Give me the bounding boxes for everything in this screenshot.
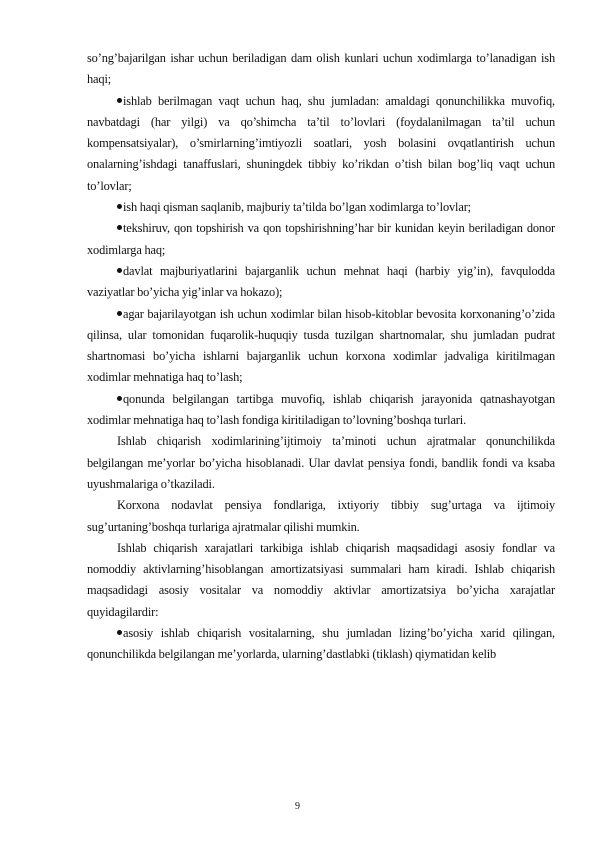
paragraph-1 (87, 48, 555, 91)
bullet-text: davlat majburiyatlarini bajarganlik uchun mehnat haqi (harbiy yig’in), favqulodda vaziyatlar bo’yicha yig’inlar va hokazo); (87, 263, 555, 300)
bullet-text: agar bajarilayotgan ish uchun xodimlar bilan hisob-kitoblar bevosita korxonaning’o’zida qilinsa, ular tomonidan fuqarolik-huquqiy tusda tuzilgan shartnomalar, shu jumladan pudrat shartnomasi bo’yicha ishlarni bajarganlik uchun korxona xodimlar jadvaliga kiritilmagan xodimlar mehnatiga haq to’lash; (87, 306, 555, 385)
bullet-text: ish haqi qisman saqlanib, majburiy ta’tilda bo’lgan xodimlarga to’lovlar; (123, 200, 471, 215)
bullet-text: asosiy ishlab chiqarish vositalarning, shu jumladan lizing’bo’yicha xarid qilingan, qonunchilikda belgilangan me’yorlarda, ularning’dastlabki (tiklash) qiymatidan kelib (87, 626, 555, 662)
bullet-item-donor-pay (87, 218, 555, 261)
bullet-item-other-payments (87, 389, 555, 432)
page-number: 9 (295, 801, 300, 812)
bullet-item-unworked-time-pay (87, 91, 555, 197)
paragraph-text: Korxona nodavlat pensiya fondlariga, ixtiyoriy tibbiy sug’urtaga va ijtimoiy sug’urtaning’boshqa turlariga ajratmalar qilishi mumkin. (87, 498, 555, 534)
bullet-icon (117, 630, 122, 635)
paragraph-social-security (87, 431, 555, 495)
paragraph-pension-funds (87, 495, 555, 538)
bullet-icon (117, 396, 122, 401)
bullet-icon (117, 225, 122, 230)
bullet-icon (117, 311, 122, 316)
paragraph-text: Ishlab chiqarish xodimlarining’ijtimoiy ta’minoti uchun ajratmalar qonunchilikda belgilangan me’yorlar bo’yicha hisoblanadi. Ular davlat pensiya fondi, bandlik fondi va ksaba uyushmalariga o’tkaziladi. (87, 434, 555, 491)
bullet-item-state-duty-pay (87, 261, 555, 304)
bullet-item-forced-leave-pay (87, 197, 555, 218)
bullet-icon (117, 268, 122, 273)
bullet-item-contract-pay (87, 304, 555, 389)
bullet-text: tekshiruv, qon topshirish va qon topshirishning’har bir kunidan keyin beriladigan donor xodimlarga haq; (87, 221, 555, 257)
document-page (87, 48, 555, 666)
bullet-item-fixed-assets (87, 623, 555, 666)
bullet-icon (117, 204, 122, 209)
paragraph-amortization (87, 538, 555, 623)
paragraph-text: so’ng’bajarilgan ishar uchun beriladigan dam olish kunlari uchun xodimlarga to’lanadigan ish haqi; (87, 51, 555, 87)
bullet-icon (117, 98, 122, 103)
bullet-text: qonunda belgilangan tartibga muvofiq, ishlab chiqarish jarayonida qatnashayotgan xodimlar mehnatiga haq to’lash fondiga kiritiladigan to’lovning’boshqa turlari. (87, 391, 555, 428)
paragraph-text: Ishlab chiqarish xarajatlari tarkibiga ishlab chiqarish maqsadidagi asosiy fondlar va nomoddiy aktivlarning’hisoblangan amortizatsiyasi summalari ham kiradi. Ishlab chiqarish maqsadidagi asosiy vositalar va nomoddiy aktivlar amortizatsiya bo’yicha xarajatlar quyidagilardir: (87, 540, 555, 619)
bullet-text: ishlab berilmagan vaqt uchun haq, shu jumladan: amaldagi qonunchilikka muvofiq, navbatdagi (har yilgi) va qo’shimcha ta’til to’lovlari (foydalanilmagan ta’til uchun kompensatsiyalar), o’smirlarning’imtiyozli soatlari, yosh bolasini ovqatlantirish uchun onalarning’ishdagi tanaffuslari, shuningdek tibbiy ko’rikdan o’tish bilan bog’liq vaqt uchun to’lovlar; (87, 93, 555, 193)
